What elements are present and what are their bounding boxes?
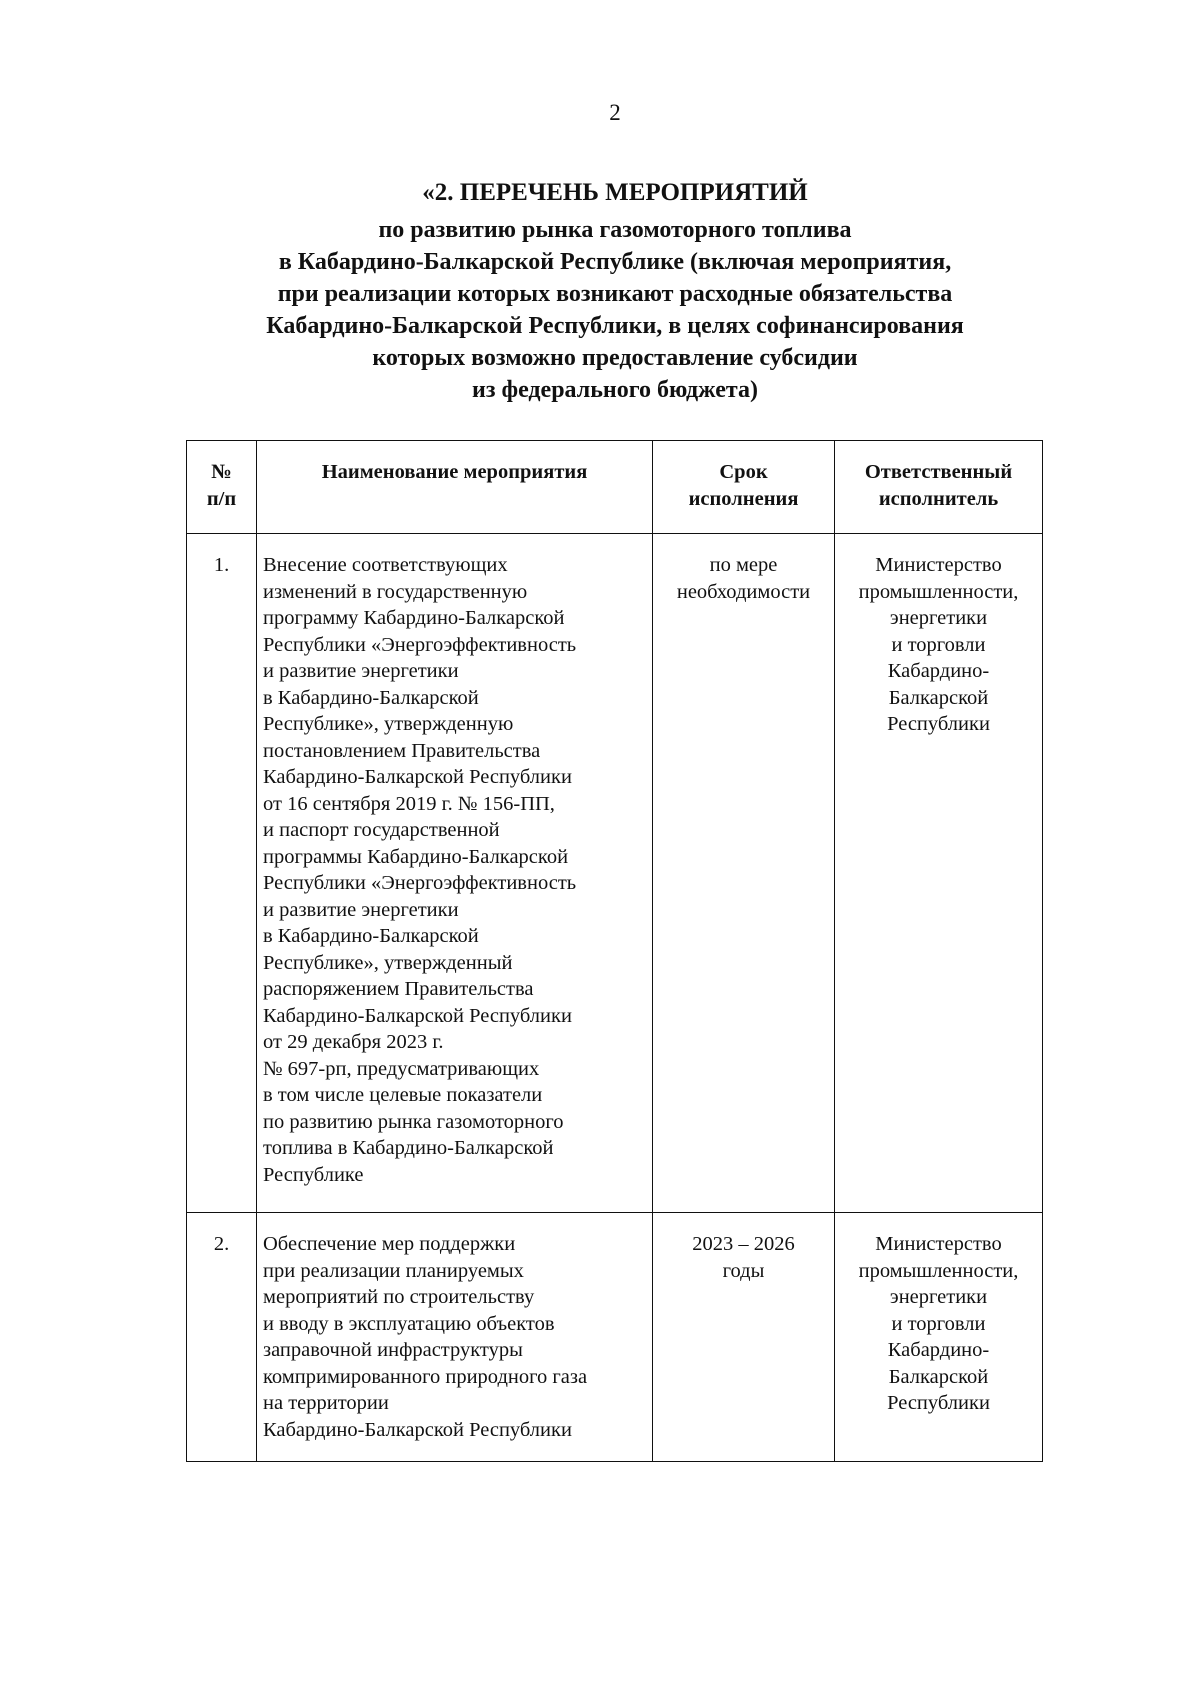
header-num-label: № п/п	[206, 461, 237, 510]
header-name	[257, 441, 653, 534]
measure-executor: Министерство промышленности, энергетики и торговли Кабардино- Балкарской Республики	[835, 534, 1043, 1213]
measure-name: Обеспечение мер поддержки при реализации планируемых мероприятий по строительству и вводу в эксплуатацию объектов заправочной инфраструктуры компримированного природного газа на территории Кабардино-Балкарской Республики	[257, 1213, 653, 1462]
table-row	[187, 1213, 1043, 1462]
heading-title: «2. ПЕРЕЧЕНЬ МЕРОПРИЯТИЙ	[422, 179, 808, 206]
table-row	[187, 534, 1043, 1213]
header-term	[653, 441, 835, 534]
header-executor	[835, 441, 1043, 534]
row-number: 2.	[187, 1213, 257, 1462]
page-number: 2	[609, 100, 621, 125]
measure-executor: Министерство промышленности, энергетики и торговли Кабардино- Балкарской Республики	[835, 1213, 1043, 1462]
document-heading	[0, 176, 1200, 406]
measures-table	[186, 440, 1043, 1462]
heading-line: Кабардино-Балкарской Республики, в целях софинансирования	[266, 313, 964, 339]
heading-line: которых возможно предоставление субсидии	[372, 345, 858, 371]
heading-line: из федерального бюджета)	[472, 377, 758, 403]
heading-line: при реализации которых возникают расходные обязательства	[277, 281, 953, 307]
heading-line: в Кабардино-Балкарской Республике (включая мероприятия,	[278, 249, 952, 275]
measure-term: 2023 – 2026 годы	[653, 1213, 835, 1462]
measure-term: по мере необходимости	[653, 534, 835, 1213]
measure-name: Внесение соответствующих изменений в государственную программу Кабардино-Балкарской Республики «Энергоэффективность и развитие энергетики в Кабардино-Балкарской Республике», утвержденную постановлением Правительства Кабардино-Балкарской Республики от 16 сентября 2019 г. № 156-ПП, и паспорт государственной программы Кабардино-Балкарской Республики «Энергоэффективность и развитие энергетики в Кабардино-Балкарской Республике», утвержденный распоряжением Правительства Кабардино-Балкарской Республики от 29 декабря 2023 г. № 697-рп, предусматривающих в том числе целевые показатели по развитию рынка газомоторного топлива в Кабардино-Балкарской Республике	[257, 534, 653, 1213]
heading-line: по развитию рынка газомоторного топлива	[378, 217, 852, 243]
header-executor-label: Ответственный исполнитель	[864, 461, 1013, 510]
header-name-label: Наименование мероприятия	[321, 461, 588, 483]
row-number: 1.	[187, 534, 257, 1213]
header-term-label: Срок исполнения	[688, 461, 799, 510]
table-header-row	[187, 441, 1043, 534]
header-num	[187, 441, 257, 534]
